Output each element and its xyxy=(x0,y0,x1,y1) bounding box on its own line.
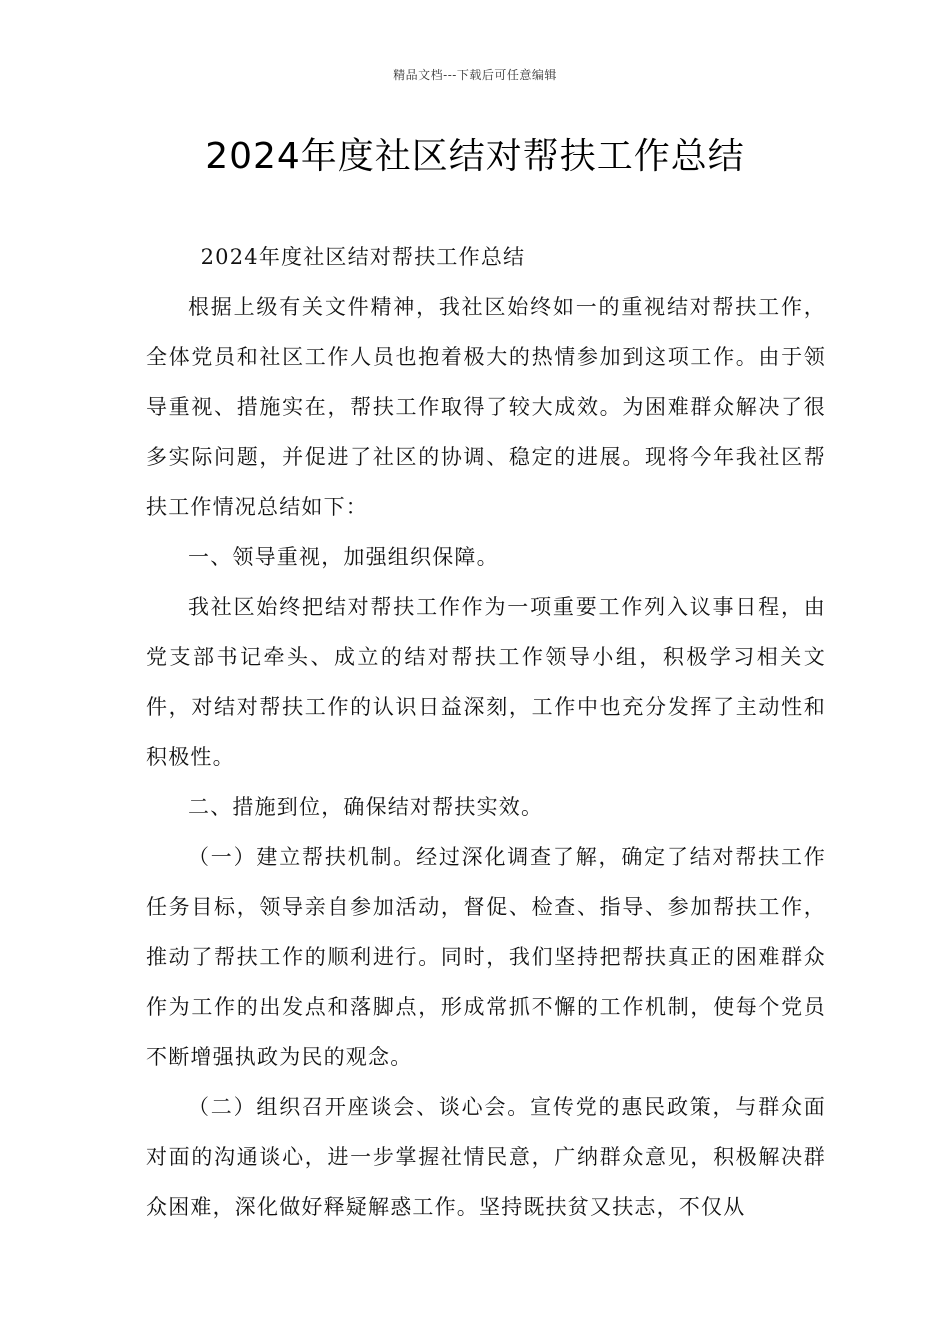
document-title: 2024年度社区结对帮扶工作总结 xyxy=(205,136,745,177)
header-note: 精品文档---下载后可任意编辑 xyxy=(393,68,557,82)
paragraph-item-1: （一）建立帮扶机制。经过深化调查了解，确定了结对帮扶工作任务目标，领导亲自参加活动，督促、检查、指导、参加帮扶工作，推动了帮扶工作的顺利进行。同时，我们坚持把帮扶真正的困难群众作为工作的出发点和落脚点，形成常抓不懈的工作机制，使每个党员不断增强执政为民的观念。 xyxy=(146,845,826,1069)
paragraph-intro: 根据上级有关文件精神，我社区始终如一的重视结对帮扶工作，全体党员和社区工作人员也抱着极大的热情参加到这项工作。由于领导重视、措施实在，帮扶工作取得了较大成效。为困难群众解决了很多实际问题，并促进了社区的协调、稳定的进展。现将今年我社区帮扶工作情况总结如下： xyxy=(146,295,826,519)
paragraph-item-2: （二）组织召开座谈会、谈心会。宣传党的惠民政策，与群众面对面的沟通谈心，进一步掌握社情民意，广纳群众意见，积极解决群众困难，深化做好释疑解惑工作。坚持既扶贫又扶志，不仅从 xyxy=(146,1095,826,1219)
section-heading-1: 一、领导重视，加强组织保障。 xyxy=(188,545,499,569)
document-body xyxy=(146,232,826,1232)
paragraph-section-1: 我社区始终把结对帮扶工作作为一项重要工作列入议事日程，由党支部书记牵头、成立的结对帮扶工作领导小组，积极学习相关文件，对结对帮扶工作的认识日益深刻，工作中也充分发挥了主动性和积极性。 xyxy=(146,595,826,769)
section-heading-2: 二、措施到位，确保结对帮扶实效。 xyxy=(188,795,544,819)
body-subtitle: 2024年度社区结对帮扶工作总结 xyxy=(200,245,526,269)
